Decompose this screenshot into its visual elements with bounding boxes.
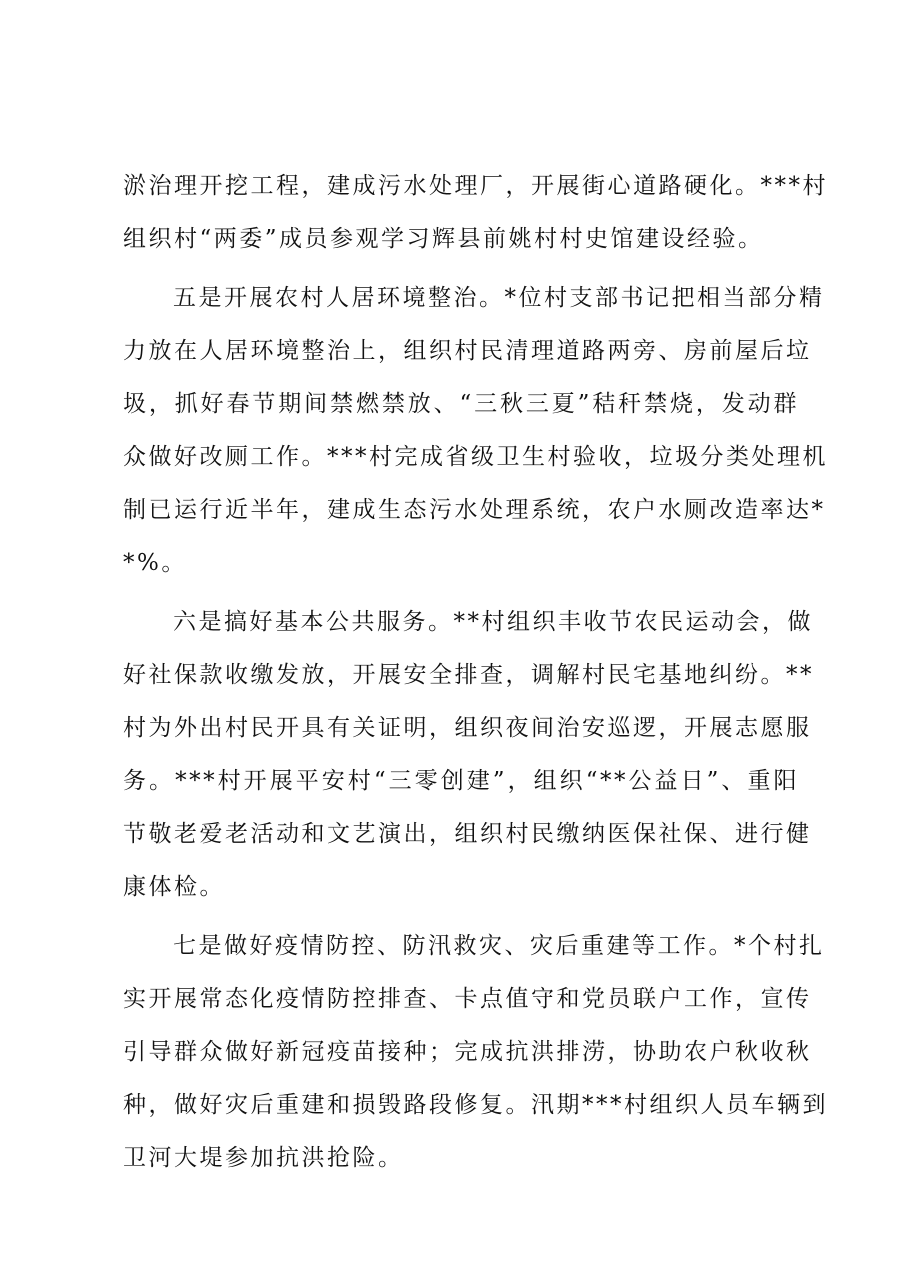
text-line: 实开展常态化疫情防控排查、卡点值守和党员联户工作，宣传 xyxy=(123,986,812,1012)
text-line: 圾，抓好春节期间禁燃禁放、“三秋三夏”秸秆禁烧，发动群 xyxy=(123,391,799,417)
text-line: 七是做好疫情防控、防汛救灾、灾后重建等工作。*个村扎 xyxy=(173,933,825,959)
text-line: 力放在人居环境整治上，组织村民清理道路两旁、房前屋后垃 xyxy=(123,338,812,364)
paragraph-1 xyxy=(123,160,828,266)
text-line: 卫河大堤参加抗洪抢险。 xyxy=(123,1145,404,1171)
paragraph-2 xyxy=(123,272,828,590)
text-line: *%。 xyxy=(123,550,187,576)
text-line: 村为外出村民开具有关证明，组织夜间治安巡逻，开展志愿服 xyxy=(123,715,812,741)
text-line: 务。***村开展平安村“三零创建”，组织“**公益日”、重阳 xyxy=(123,768,799,794)
text-line: 种，做好灾后重建和损毁路段修复。汛期***村组织人员车辆到 xyxy=(123,1092,828,1118)
paragraph-4 xyxy=(123,920,828,1185)
text-line: 康体检。 xyxy=(123,874,225,900)
document-body xyxy=(123,160,828,1185)
text-line: 淤治理开挖工程，建成污水处理厂，开展街心道路硬化。***村 xyxy=(123,173,828,199)
paragraph-3 xyxy=(123,596,814,914)
text-line: 六是搞好基本公共服务。**村组织丰收节农民运动会，做 xyxy=(173,609,813,635)
text-line: 组织村“两委”成员参观学习辉县前姚村村史馆建设经验。 xyxy=(123,226,764,252)
text-line: 节敬老爱老活动和文艺演出，组织村民缴纳医保社保、进行健 xyxy=(123,821,812,847)
text-line: 引导群众做好新冠疫苗接种；完成抗洪排涝，协助农户秋收秋 xyxy=(123,1039,812,1065)
text-line: 好社保款收缴发放，开展安全排查，调解村民宅基地纠纷。** xyxy=(123,662,814,688)
text-line: 五是开展农村人居环境整治。*位村支部书记把相当部分精 xyxy=(173,285,825,311)
text-line: 众做好改厕工作。***村完成省级卫生村验收，垃圾分类处理机 xyxy=(123,444,828,470)
text-line: 制已运行近半年，建成生态污水处理系统，农户水厕改造率达* xyxy=(123,497,826,523)
